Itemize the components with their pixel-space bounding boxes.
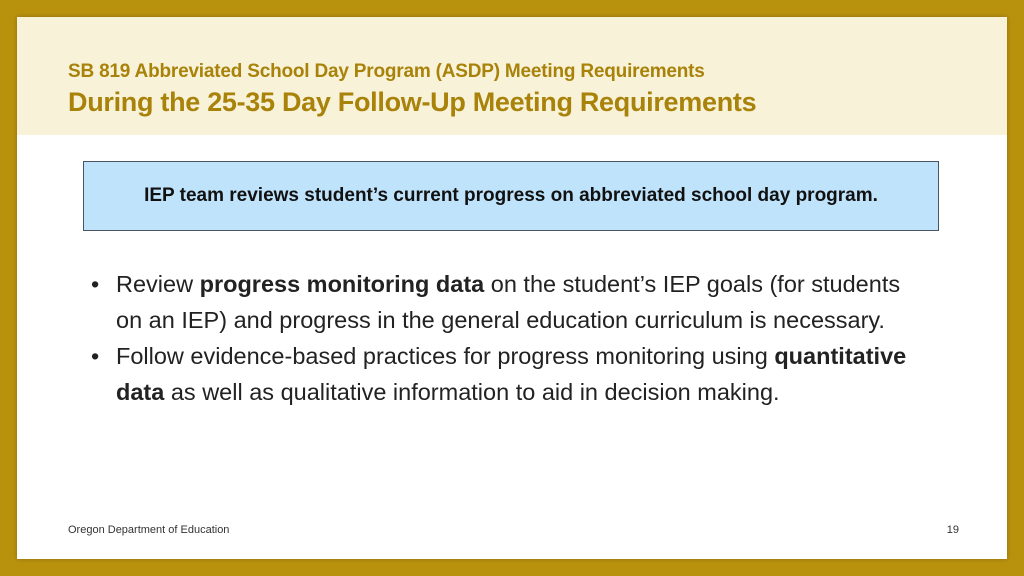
bullet-1-text-after: on the student’s IEP goals (for students on an IEP) and progress in the general education curriculum is necessary.	[116, 271, 901, 333]
bullet-2-text-after: as well as qualitative information to aid in decision making.	[164, 379, 780, 405]
header-band	[17, 17, 1007, 135]
bullet-list	[91, 266, 931, 410]
page-number: 19	[946, 524, 959, 536]
bullet-dot-icon: •	[91, 343, 100, 369]
bullet-2-bold-text: quantitative data	[116, 343, 907, 405]
bullet-item-2	[91, 338, 931, 410]
bullet-2-text-before: Follow evidence-based practices for progress monitoring using	[116, 343, 775, 369]
slide-title: During the 25-35 Day Follow-Up Meeting Requirements	[68, 87, 757, 117]
slide-subtitle: SB 819 Abbreviated School Day Program (ASDP) Meeting Requirements	[68, 61, 705, 82]
bullet-1-bold-text: progress monitoring data	[199, 271, 485, 297]
footer-organization: Oregon Department of Education	[68, 524, 230, 536]
callout-text: IEP team reviews student’s current progress on abbreviated school day program.	[144, 185, 878, 206]
slide	[17, 17, 1007, 559]
bullet-1-text-before: Review	[116, 271, 200, 297]
bullet-item-1	[91, 266, 931, 338]
bullet-dot-icon: •	[91, 271, 100, 297]
callout-box	[83, 161, 939, 231]
